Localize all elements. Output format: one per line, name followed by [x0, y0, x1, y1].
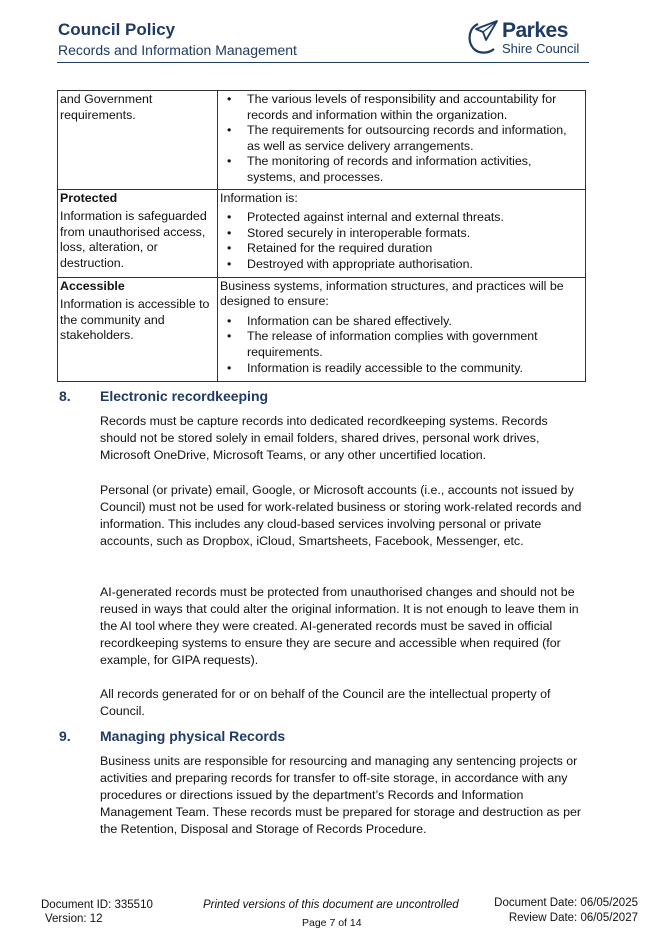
document-id: Document ID: 335510 [41, 899, 153, 911]
header-divider [57, 62, 589, 63]
uncontrolled-note: Printed versions of this document are uncontrolled [203, 899, 459, 911]
section-number: 9. [59, 728, 71, 744]
table-cell-details [218, 91, 586, 190]
list-item: • The monitoring of records and information activities, systems, and processes. [220, 154, 583, 185]
principle-description: Information is accessible to the community and stakeholders. [60, 297, 210, 343]
footer-document-info [41, 898, 153, 926]
bullet-list [220, 210, 583, 272]
principle-title: Protected [60, 190, 118, 205]
parkes-logo [466, 18, 592, 58]
bullet-list [220, 92, 583, 186]
principles-table [57, 90, 586, 382]
details-intro: Information is: [220, 190, 298, 205]
principle-description: and Government requirements. [60, 92, 153, 122]
section-title: Managing physical Records [100, 728, 286, 744]
list-item: • Information can be shared effectively. [220, 314, 583, 330]
list-item: • Information is readily accessible to the community. [220, 361, 583, 377]
table-row [58, 277, 586, 381]
paragraph: All records generated for or on behalf of the Council are the intellectual property of Council. [100, 687, 551, 718]
bullet-list [220, 314, 583, 376]
list-item: • The various levels of responsibility and accountability for records and information within the organization. [220, 92, 583, 123]
principle-title: Accessible [60, 278, 125, 293]
details-intro: Business systems, information structures, and practices will be designed to ensure: [220, 278, 564, 309]
principle-description: Information is safeguarded from unauthorised access, loss, alteration, or destruction. [60, 209, 207, 270]
document-date: Document Date: 06/05/2025 [494, 897, 638, 909]
logo-subtitle: Shire Council [502, 41, 580, 56]
paragraph: Personal (or private) email, Google, or Microsoft accounts (i.e., accounts not issued by Council) must not be used for work-related business or storing work-related records and information. This includes any cloud-based services involving personal or private accounts, such as Dropbox, iCloud, Smartsheets, Facebook, Messenger, etc. [100, 483, 582, 548]
table-cell-principle [58, 189, 218, 277]
list-item: • Retained for the required duration [220, 241, 583, 257]
list-item: • Protected against internal and external threats. [220, 210, 583, 226]
page-subtitle: Records and Information Management [58, 42, 297, 58]
page-title: Council Policy [58, 20, 176, 39]
list-item: • Destroyed with appropriate authorisation. [220, 257, 583, 273]
document-version: Version: 12 [45, 913, 103, 925]
table-cell-details [218, 189, 586, 277]
list-item: • Stored securely in interoperable formats. [220, 226, 583, 242]
paragraph: Business units are responsible for resourcing and managing any sentencing projects or activities and preparing records for transfer to off-site storage, in accordance with any procedures or directions issued by the department’s Records and Information Management Team. These records must be prepared for storage and destruction as per the Retention, Disposal and Storage of Records Procedure. [100, 754, 581, 836]
paragraph: AI-generated records must be protected from unauthorised changes and should not be reused in ways that could alter the original information. It is not enough to leave them in the AI tool where they were created. AI-generated records must be saved in official recordkeeping systems to ensure they are secure and accessible when required (for example, for GIPA requests). [100, 585, 579, 667]
logo-name: Parkes [502, 19, 568, 42]
parkes-swoosh-logo-icon [466, 18, 502, 56]
list-item: • The requirements for outsourcing records and information, as well as service delivery arrangements. [220, 123, 583, 154]
table-row [58, 189, 586, 277]
page-number: Page 7 of 14 [302, 917, 362, 929]
section-number: 8. [59, 388, 71, 404]
table-row [58, 91, 586, 190]
footer-dates [494, 896, 638, 926]
table-cell-details [218, 277, 586, 381]
section-title: Electronic recordkeeping [100, 388, 269, 404]
paragraph: Records must be capture records into dedicated recordkeeping systems. Records should not be stored solely in email folders, shared drives, personal work drives, Microsoft OneDrive, Microsoft Teams, or any other uncertified location. [100, 414, 548, 462]
table-cell-principle [58, 277, 218, 381]
table-cell-principle [58, 91, 218, 190]
review-date: Review Date: 06/05/2027 [508, 912, 638, 924]
list-item: • The release of information complies with government requirements. [220, 329, 583, 360]
